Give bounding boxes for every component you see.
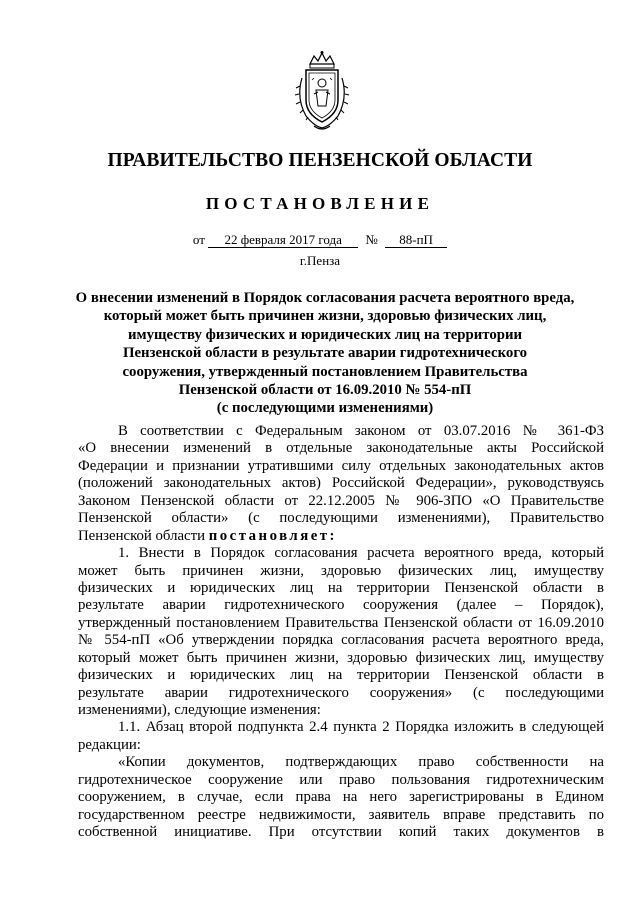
body-line: Федерации и признании утратившими силу отдельных законодательных актов <box>78 457 604 474</box>
body-line: изменениями), следующие изменения: <box>78 702 321 718</box>
document-number: 88-пП <box>385 233 447 248</box>
subject-line: (с последующими изменениями) <box>216 400 434 417</box>
resolves-word: постановляет: <box>208 527 337 544</box>
body-line: сооружением, в случае, если права на него зарегистрированы в Едином <box>78 789 604 806</box>
body-line: результате аварии гидротехнического сооружения (далее – Порядок), <box>78 597 604 614</box>
document-subject <box>70 289 580 418</box>
body-line: Пензенской области» (с последующими изменениями), Правительство <box>78 510 604 527</box>
body-line: гидротехническое сооружение или право пользования гидротехническим <box>78 771 604 788</box>
date-prefix: от <box>192 232 205 247</box>
body-line: результате аварии гидротехнического сооружения» (с последующими <box>78 684 604 701</box>
body-line: № 554-пП «Об утверждении порядка согласования расчета вероятного вреда, <box>78 632 604 649</box>
coat-of-arms-icon <box>292 50 352 132</box>
body-line: 1. Внести в Порядок согласования расчета вероятного вреда, который <box>118 545 604 562</box>
subject-line: Пензенской области в результате аварии гидротехнического <box>122 345 528 362</box>
body-line: государственном реестре недвижимости, заявитель вправе представить по <box>78 806 604 823</box>
body-line: Пензенской области <box>78 527 205 544</box>
subject-line: сооружения, утвержденный постановлением Правительства <box>122 363 528 380</box>
government-title: ПРАВИТЕЛЬСТВО ПЕНЗЕНСКОЙ ОБЛАСТИ <box>107 150 533 171</box>
document-type: ПОСТАНОВЛЕНИЕ <box>205 194 435 213</box>
body-line: физических и юридических лиц на территории Пензенской области в <box>78 579 604 596</box>
body-line: «О внесении изменений в отдельные законодательные акты Российской <box>78 440 604 457</box>
subject-line: который может быть причинен жизни, здоровью физических лиц, <box>103 308 547 325</box>
body-line: редакции: <box>78 736 141 753</box>
subject-line: имуществу физических и юридических лиц на территории <box>127 326 523 343</box>
body-line: который может быть причинен жизни, здоровью физических лиц, имуществу <box>78 649 604 666</box>
subject-line: Пензенской области от 16.09.2010 № 554-пП <box>178 382 472 399</box>
body-line: утвержденный постановлением Правительства Пензенской области от 16.09.2010 <box>78 614 604 631</box>
document-date: 22 февраля 2017 года <box>208 233 358 248</box>
document-body <box>78 423 604 842</box>
body-line-resolves <box>78 528 604 545</box>
body-line: «Копии документов, подтверждающих право собственности на <box>118 754 604 771</box>
subject-line: О внесении изменений в Порядок согласования расчета вероятного вреда, <box>75 290 575 306</box>
body-line: может быть причинен жизни, здоровью физических лиц, имуществу <box>78 562 604 579</box>
date-number-line <box>0 232 640 248</box>
body-line: физических и юридических лиц на территории Пензенской области в <box>78 667 604 684</box>
body-line: собственной инициативе. При отсутствии копий таких документов в <box>78 824 604 841</box>
body-line: 1.1. Абзац второй подпункта 2.4 пункта 2 Порядка изложить в следующей <box>118 719 604 736</box>
body-line: В соответствии с Федеральным законом от 03.07.2016 № 361-ФЗ <box>118 423 604 439</box>
body-line: (положений законодательных актов) Российской Федерации», руководствуясь <box>78 475 604 492</box>
city: г.Пенза <box>299 253 341 268</box>
number-prefix: № <box>365 232 378 247</box>
body-line: Законом Пензенской области от 22.12.2005 № 906-ЗПО «О Правительстве <box>78 492 604 509</box>
